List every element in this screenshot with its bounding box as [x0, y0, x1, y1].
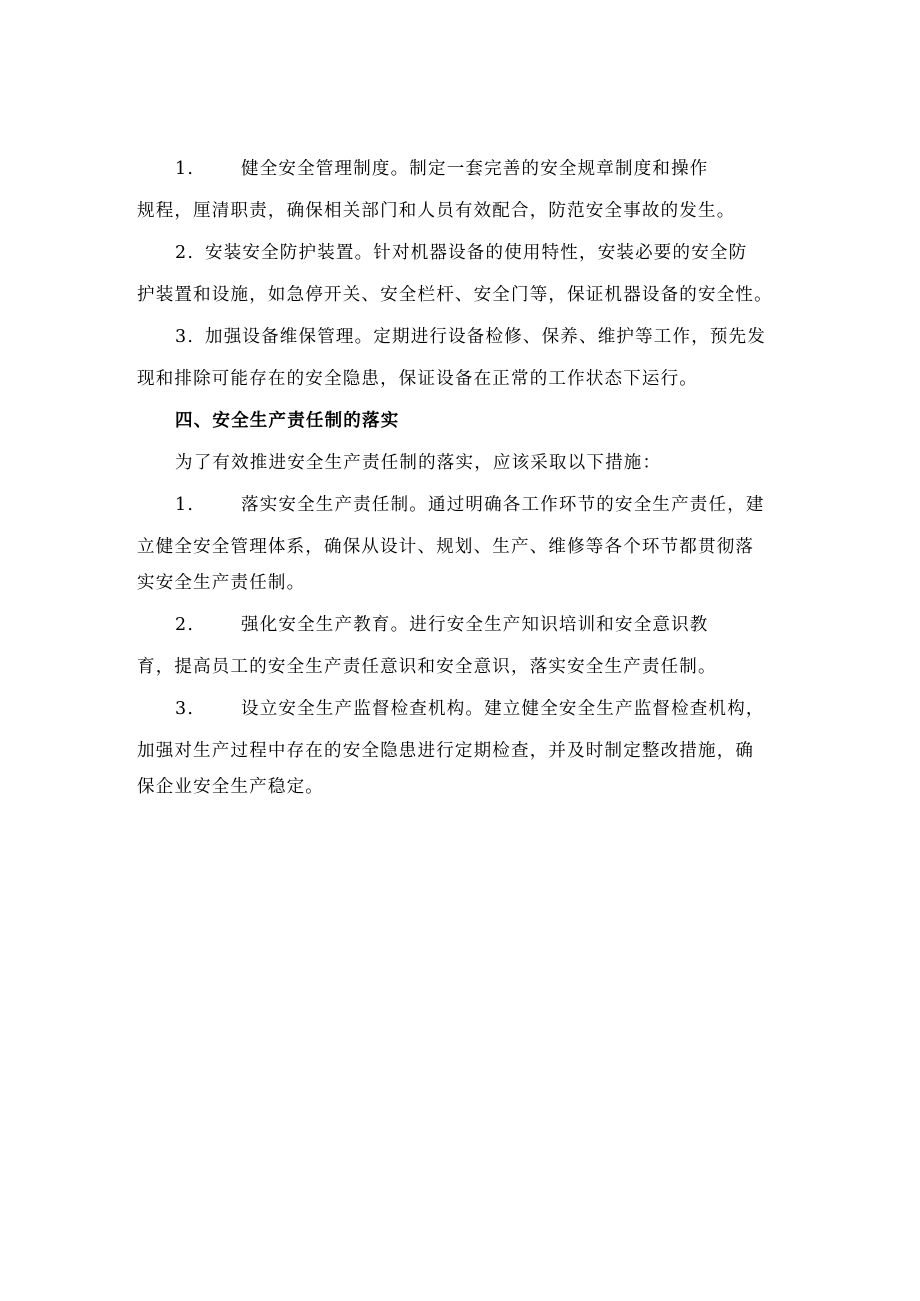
list-item-number: 1. — [175, 495, 195, 515]
list-item-first-line — [137, 612, 785, 654]
list-item-continuation: 加强对生产过程中存在的安全隐患进行定期检查，并及时制定整改措施，确 — [137, 741, 755, 761]
list-item-number: 2. — [175, 243, 195, 263]
list-item-text: 加强设备维保管理。定期进行设备检修、保养、维护等工作，预先发 — [205, 327, 766, 347]
list-item — [137, 612, 785, 696]
list-item-continuation: 育，提高员工的安全生产责任意识和安全意识，落实安全生产责任制。 — [137, 657, 717, 677]
list-item-first-line — [137, 240, 785, 282]
list-item — [137, 240, 785, 324]
list-item-first-line — [137, 156, 785, 198]
list-item-continuation: 现和排除可能存在的安全隐患，保证设备在正常的工作状态下运行。 — [137, 369, 698, 389]
list-item-continuation: 实安全生产责任制。 — [137, 573, 306, 593]
list-item-first-line — [137, 492, 785, 534]
list-item-first-line — [137, 324, 785, 366]
list-item-continuation: 立健全安全管理体系，确保从设计、规划、生产、维修等各个环节都贯彻落 — [137, 537, 755, 557]
list-item — [137, 696, 785, 816]
list-item-number: 3. — [175, 327, 195, 347]
document-body — [137, 156, 785, 816]
list-item-number: 3. — [175, 699, 195, 719]
list-item-continuation: 保企业安全生产稳定。 — [137, 777, 324, 797]
list-item — [137, 324, 785, 408]
list-item-text: 安装安全防护装置。针对机器设备的使用特性，安装必要的安全防 — [205, 243, 748, 263]
list-item-number: 2. — [175, 615, 195, 635]
list-item-text: 落实安全生产责任制。通过明确各工作环节的安全生产责任，建 — [241, 495, 765, 515]
list-item-text: 设立安全生产监督检查机构。建立健全安全生产监督检查机构， — [241, 699, 765, 719]
list-item-text: 强化安全生产教育。进行安全生产知识培训和安全意识教 — [241, 615, 709, 635]
list-item — [137, 156, 785, 240]
list-item-number: 1. — [175, 159, 195, 179]
list-item-first-line — [137, 696, 785, 738]
list-item — [137, 492, 785, 612]
list-item-continuation: 规程，厘清职责，确保相关部门和人员有效配合，防范安全事故的发生。 — [137, 201, 736, 221]
section-heading: 四、安全生产责任制的落实 — [175, 411, 400, 431]
list-item-text: 健全安全管理制度。制定一套完善的安全规章制度和操作 — [241, 159, 709, 179]
intro-paragraph: 为了有效推进安全生产责任制的落实，应该采取以下措施： — [175, 453, 662, 473]
list-item-continuation: 护装置和设施，如急停开关、安全栏杆、安全门等，保证机器设备的安全性。 — [137, 285, 773, 305]
